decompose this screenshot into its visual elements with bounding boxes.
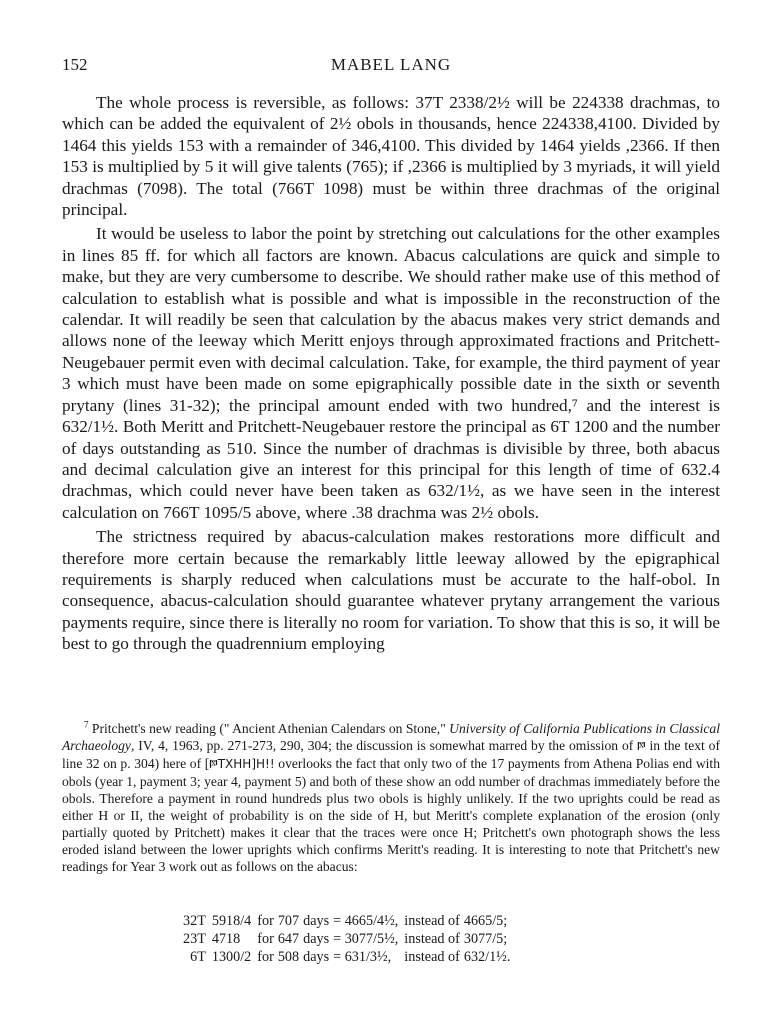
calc-days-label: days	[303, 949, 330, 965]
calc-instead: instead of	[404, 913, 460, 929]
calc-talents: 6T	[190, 949, 206, 965]
calc-days: 647	[277, 931, 300, 947]
footnote-mark: 7	[84, 719, 89, 730]
footnote	[62, 720, 720, 875]
calc-instead: instead of	[404, 949, 460, 965]
paragraph: The whole process is reversible, as follows: 37T 2338/2½ will be 224338 drachmas, to which can be added the equivalent of 2½ obols in thousands, hence 224338,4100. Divided by 1464 this yields 153 with a remainder of 346,4100. This divided by 1464 yields ,2366. If then 153 is multiplied by 5 it will give talents (765); if ,2366 is multiplied by 3 myriads, it will yield drachmas (7098). The total (766T 1098) must be within three drachmas of the original principal.	[62, 93, 720, 220]
footnote-text: Pritchett's new reading (" Ancient Athenian Calendars on Stone,"	[91, 721, 450, 736]
equals-sign: =	[333, 913, 345, 929]
calc-result	[333, 930, 402, 948]
calc-instead: instead of	[404, 931, 460, 947]
running-head: MABEL LANG	[330, 55, 452, 74]
calc-result	[333, 948, 402, 966]
body-text	[62, 92, 720, 658]
calc-alt: 3077/5;	[463, 931, 508, 947]
footnote-text: in the text of line 32 on p. 304) here of [	[62, 738, 720, 771]
calculation-row	[183, 912, 514, 930]
page-header	[62, 55, 720, 77]
page-number: 152	[62, 55, 88, 74]
calculation-table	[183, 912, 514, 966]
calc-result: 631/3½,	[344, 949, 392, 965]
calc-days-label: days	[303, 913, 330, 929]
calc-result	[333, 912, 402, 930]
footnote-text: , IV, 4, 1963, pp. 271-273, 290, 304; the discussion is somewhat marred by the omission of	[130, 738, 638, 753]
footnote-text: overlooks the fact that only two of the 17 payments from Athena Polias end with obols (year 1, payment 3; year 4, payment 5) and both of these show an odd number of drachmas immediately before the obols. Therefore a payment in round hundreds plus two obols is highly unlikely. If the two uprights could be read as either H or II, the weight of probability is on the side of H, but Meritt's complete explanation of the erosion (only partially quoted by Pritchett) makes it clear that the traces were once H; Pritchett's own photograph shows the less eroded island between the lower uprights which confirms Meritt's reading. It is interesting to note that Pritchett's new readings for Year 3 work out as follows on the abacus:	[62, 756, 721, 874]
calc-result: 4665/4½,	[344, 913, 399, 929]
calc-days-label: days	[303, 931, 330, 947]
calc-for: for	[257, 913, 274, 929]
calc-principal: 4718	[211, 931, 241, 947]
paragraph: It would be useless to labor the point by stretching out calculations for the other examples in lines 85 ff. for which all factors are known. Abacus calculations are quick and simple to make, but they are very cumbersome to describe. We should rather make use of this method of calculation to establish what is possible and what is impossible in the reconstruction of the calendar. It will readily be seen that calculation by the abacus makes very strict demands and allows none of the leeway which Meritt enjoys through approximated fractions and Pritchett-Neugebauer permit even with decimal calculation. Take, for example, the third payment of year 3 which must have been made on some epigraphically possible date in the sixth or seventh prytany (lines 31-32); the principal amount ended with two hundred,⁷ and the interest is 632/1½. Both Meritt and Pritchett-Neugebauer restore the principal as 6T 1200 and the number of days outstanding as 510. Since the number of drachmas is divisible by three, both abacus and decimal calculation give an interest for this principal for this length of time of 632.4 drachmas, which could never have been taken as 632/1½, as we have seen in the interest calculation on 766T 1095/5 above, where .38 drachma was 2½ obols.	[62, 224, 720, 522]
calc-talents: 32T	[183, 913, 206, 929]
calc-for: for	[257, 949, 274, 965]
calc-days: 508	[277, 949, 300, 965]
calc-result: 3077/5½,	[344, 931, 399, 947]
equals-sign: =	[333, 931, 345, 947]
calc-alt: 632/1½.	[463, 949, 511, 965]
calc-alt: 4665/5;	[463, 913, 508, 929]
epigraphic-reading: 𐅆TXHH]H!!	[209, 757, 275, 771]
calc-principal: 5918/4	[211, 913, 252, 929]
calc-talents: 23T	[183, 931, 206, 947]
paragraph: The strictness required by abacus-calculation makes restorations more difficult and therefore more certain because the remarkably little leeway allowed by the epigraphical requirements is sharply reduced when calculations must be accurate to the half-obol. In consequence, abacus-calculation should guarantee whatever prytany arrangement the various payments require, since there is literally no room for variation. To show that this is so, it will be best to go through the quadrennium employing	[62, 527, 720, 654]
epigraphic-symbol: 𐅆	[637, 739, 646, 753]
calc-for: for	[257, 931, 274, 947]
source-title: University of California Publications in Classical Archaeology	[62, 721, 720, 753]
calculation-row	[183, 948, 514, 966]
equals-sign: =	[333, 949, 345, 965]
calc-principal: 1300/2	[211, 949, 252, 965]
calc-days: 707	[277, 913, 300, 929]
calculation-row	[183, 930, 514, 948]
